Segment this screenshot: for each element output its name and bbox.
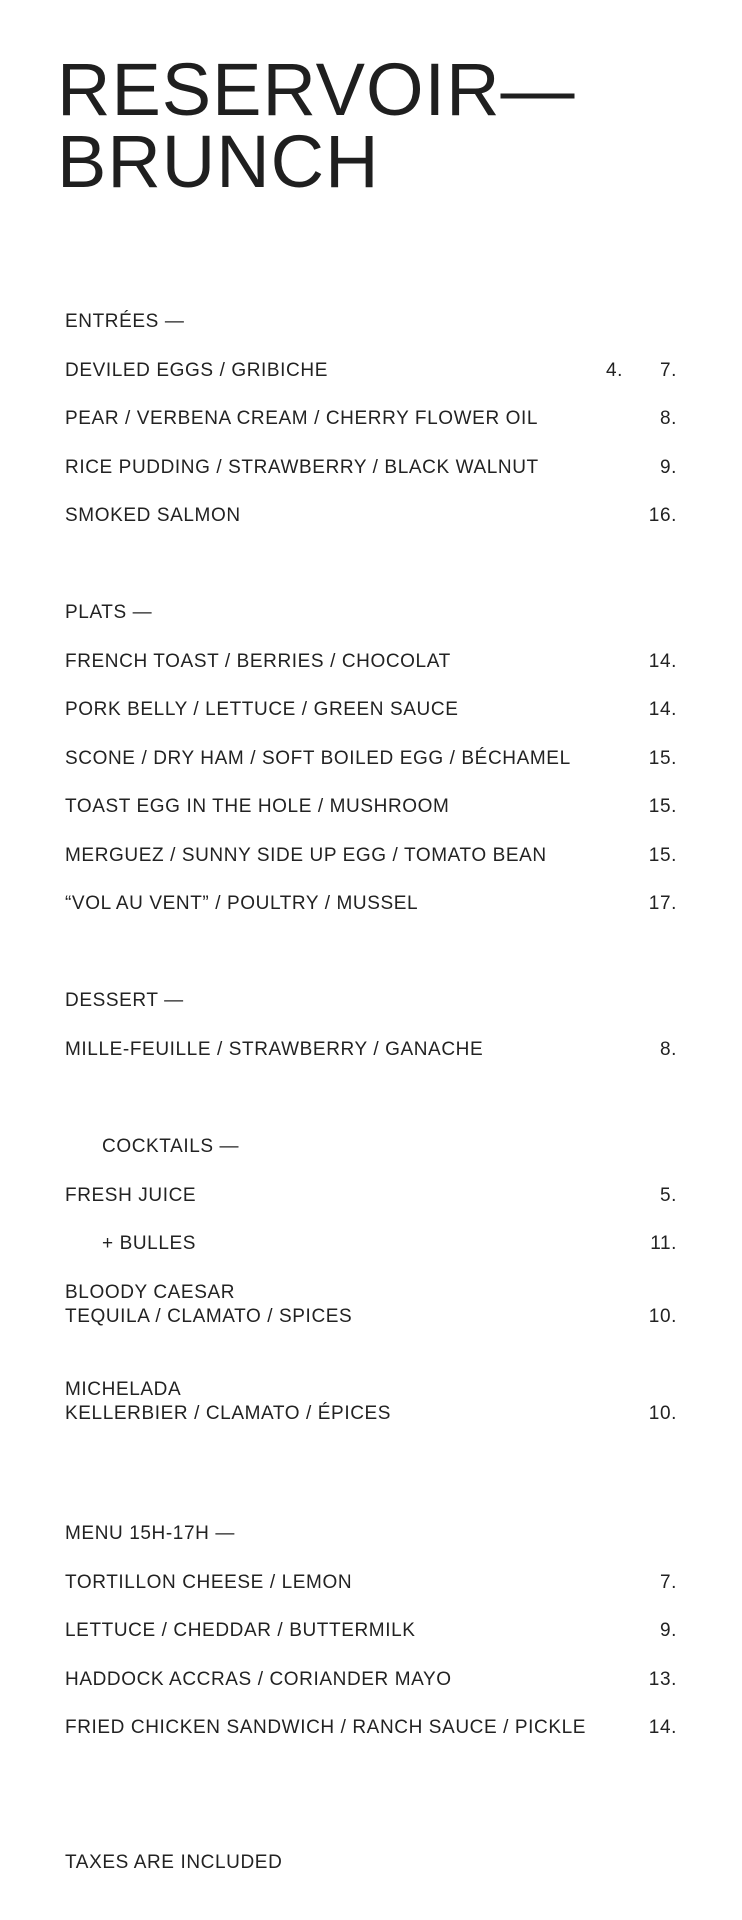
menu-title-line1: RESERVOIR—: [57, 48, 576, 131]
menu-item-name: BLOODY CAESAR: [65, 1282, 236, 1303]
menu-item-price: 15.: [648, 748, 677, 769]
menu-item-price: 9.: [659, 457, 677, 478]
menu-title: [57, 48, 576, 203]
menu-item-price: 15.: [648, 845, 677, 866]
section-heading-cocktails: COCKTAILS —: [102, 1136, 240, 1157]
menu-item-price: 5.: [659, 1185, 677, 1206]
menu-item-price: 14.: [648, 699, 677, 720]
menu-item-price: 10.: [648, 1306, 677, 1327]
menu-item-price: 7.: [659, 360, 677, 381]
menu-item-name: FRIED CHICKEN SANDWICH / RANCH SAUCE / PICKLE: [65, 1717, 587, 1738]
menu-item-two-line: [65, 1281, 352, 1329]
menu-item-price: 14.: [648, 1717, 677, 1738]
menu-item-price: 15.: [648, 796, 677, 817]
menu-item-name: SMOKED SALMON: [65, 505, 241, 526]
menu-item-name: TOAST EGG IN THE HOLE / MUSHROOM: [65, 796, 450, 817]
menu-item-price: 8.: [659, 1039, 677, 1060]
menu-item-name: MILLE-FEUILLE / STRAWBERRY / GANACHE: [65, 1039, 484, 1060]
menu-item-name: TORTILLON CHEESE / LEMON: [65, 1572, 353, 1593]
menu-item-detail: KELLERBIER / CLAMATO / ÉPICES: [65, 1403, 392, 1424]
menu-item-price: 11.: [650, 1233, 677, 1254]
section-heading-dessert: DESSERT —: [65, 990, 184, 1011]
menu-title-line2: BRUNCH: [57, 120, 380, 203]
section-heading-entrees: ENTRÉES —: [65, 311, 185, 332]
menu-item-name: LETTUCE / CHEDDAR / BUTTERMILK: [65, 1620, 416, 1641]
menu-item-name: FRENCH TOAST / BERRIES / CHOCOLAT: [65, 651, 451, 672]
menu-item-name: RICE PUDDING / STRAWBERRY / BLACK WALNUT: [65, 457, 539, 478]
menu-item-addon: + BULLES: [102, 1233, 197, 1254]
menu-item-price: 9.: [659, 1620, 677, 1641]
menu-item-name: “VOL AU VENT” / POULTRY / MUSSEL: [65, 893, 419, 914]
menu-item-two-line: [65, 1378, 391, 1426]
footer-note: TAXES ARE INCLUDED: [65, 1852, 283, 1873]
menu-item-name: FRESH JUICE: [65, 1185, 197, 1206]
menu-item-price: 10.: [648, 1403, 677, 1424]
section-heading-plats: PLATS —: [65, 602, 153, 623]
menu-item-price: 14.: [648, 651, 677, 672]
menu-item-detail: TEQUILA / CLAMATO / SPICES: [65, 1306, 353, 1327]
menu-item-name: MERGUEZ / SUNNY SIDE UP EGG / TOMATO BEAN: [65, 845, 547, 866]
menu-item-price-small: 4.: [605, 360, 623, 381]
menu-item-name: SCONE / DRY HAM / SOFT BOILED EGG / BÉCHAMEL: [65, 748, 571, 769]
menu-item-price: 16.: [648, 505, 677, 526]
menu-item-name: HADDOCK ACCRAS / CORIANDER MAYO: [65, 1669, 452, 1690]
menu-item-price: 17.: [648, 893, 677, 914]
menu-item-price: 8.: [659, 408, 677, 429]
menu-item-name: MICHELADA: [65, 1379, 182, 1400]
menu-item-name: PORK BELLY / LETTUCE / GREEN SAUCE: [65, 699, 459, 720]
menu-item-name: PEAR / VERBENA CREAM / CHERRY FLOWER OIL: [65, 408, 539, 429]
menu-item-name: DEVILED EGGS / GRIBICHE: [65, 360, 328, 381]
section-heading-menu-15h-17h: MENU 15H-17H —: [65, 1523, 235, 1544]
menu-item-price: 7.: [659, 1572, 677, 1593]
menu-item-price: 13.: [648, 1669, 677, 1690]
